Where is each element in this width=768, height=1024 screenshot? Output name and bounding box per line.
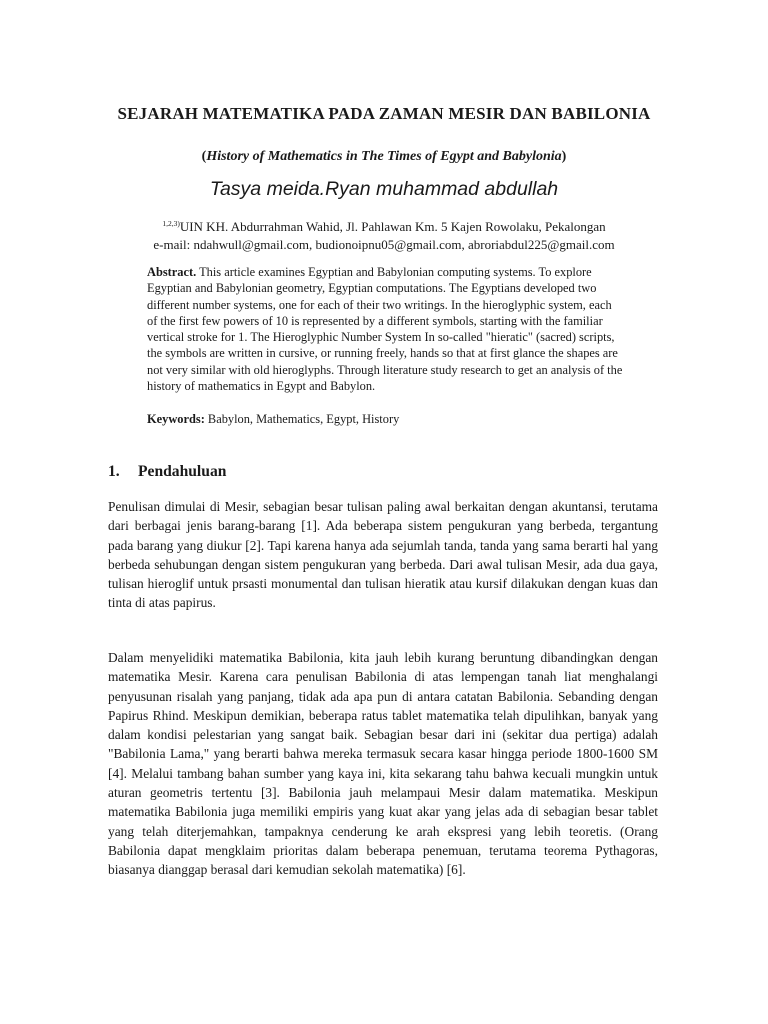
keywords-label: Keywords: [147,412,205,426]
affiliation-line [60,215,708,236]
affiliation-text: UIN KH. Abdurrahman Wahid, Jl. Pahlawan Km. 5 Kajen Rowolaku, Pekalongan [179,219,606,234]
body-paragraph-1: Penulisan dimulai di Mesir, sebagian besar tulisan paling awal berkaitan dengan akuntansi, terutama dari berbagai jenis barang-barang [1]. Ada beberapa sistem pengukuran yang berbeda, tergantung pada barang yang diukur [2]. Tapi karena hanya ada sejumlah tanda, tanda yang sama berarti hal yang berbeda sehubungan dengan sistem pengukuran yang berbeda. Dari awal tulisan Mesir, ada dua gaya, tulisan hieroglif untuk prsasti monumental dan tulisan hieratik atau kursif dilakukan dengan kuas dan tinta di atas papirus. [108,499,658,611]
affiliation-superscript: 1,2,3) [162,219,180,228]
body-paragraph-2: Dalam menyelidiki matematika Babilonia, kita jauh lebih kurang beruntung dibandingkan dengan matematika Mesir. Karena cara penulisan Babilonia di atas lempengan tanah liat menghalangi penyusunan risalah yang panjang, tidak ada apa pun di antara catatan Babilonia. Sebanding dengan Papirus Rhind. Meskipun demikian, beberapa ratus tablet matematika telah dipulihkan, banyak yang dalam kondisi pelestarian yang sangat baik. Sebagian besar dari ini (sekitar dua pertiga) adalah "Babilonia Lama," yang berarti bahwa mereka termasuk secara kasar hingga periode 1800-1600 SM [4]. Melalui tambang bahan sumber yang kaya ini, kita sekarang tahu bahwa kecuali mungkin untuk aturan geometris tertentu [3]. Babilonia jauh melampaui Mesir dalam matematika. Meskipun matematika Babilonia juga memiliki empiris yang kuat akar yang jelas ada di sebagian besar tablet yang telah diterjemahkan, tampaknya cenderung ke arah ekspresi yang lebih teoretis. (Orang Babilonia dapat mengklaim prioritas dalam beberapa penemuan, terutama teorema Pythagoras, biasanya dianggap berasal dari kemudian sekolah matematika) [6]. [108,650,658,878]
affiliation-block [60,215,708,254]
email-line: e-mail: ndahwull@gmail.com, budionoipnu05@gmail.com, abroriabdul225@gmail.com [153,237,615,252]
abstract-text: This article examines Egyptian and Babylonian computing systems. To explore Egyptian and Babylonian geometry, Egyptian computations. The Egyptians developed two different number systems, one for each of their two writings. In the hieroglyphic system, each of the first few powers of 10 is represented by a different symbols, starting with the familiar vertical stroke for 1. The Hieroglyphic Number System In so-called "hieratic" (sacred) scripts, the symbols are written in cursive, or running freely, hands so that at first glance the shapes are not very similar with old hieroglyphs. Through literature study research to get an analysis of the history of mathematics in Egypt and Babylon. [147,265,623,394]
paper-subtitle [90,149,678,165]
section-heading [108,463,508,481]
abstract [147,264,623,394]
subtitle-open-paren: ( [201,149,207,164]
paper-title: SEJARAH MATEMATIKA PADA ZAMAN MESIR DAN BABILONIA [117,104,651,123]
subtitle-close-paren: ) [561,149,567,164]
subtitle-english: History of Mathematics in The Times of Egypt and Babylonia [206,149,562,164]
keywords-text: Babylon, Mathematics, Egypt, History [204,412,400,426]
section-title: Pendahuluan [138,463,227,480]
abstract-label: Abstract. [147,265,197,279]
keywords [147,411,623,427]
paper-authors: Tasya meida.Ryan muhammad abdullah [209,178,559,200]
section-number: 1. [108,463,120,480]
